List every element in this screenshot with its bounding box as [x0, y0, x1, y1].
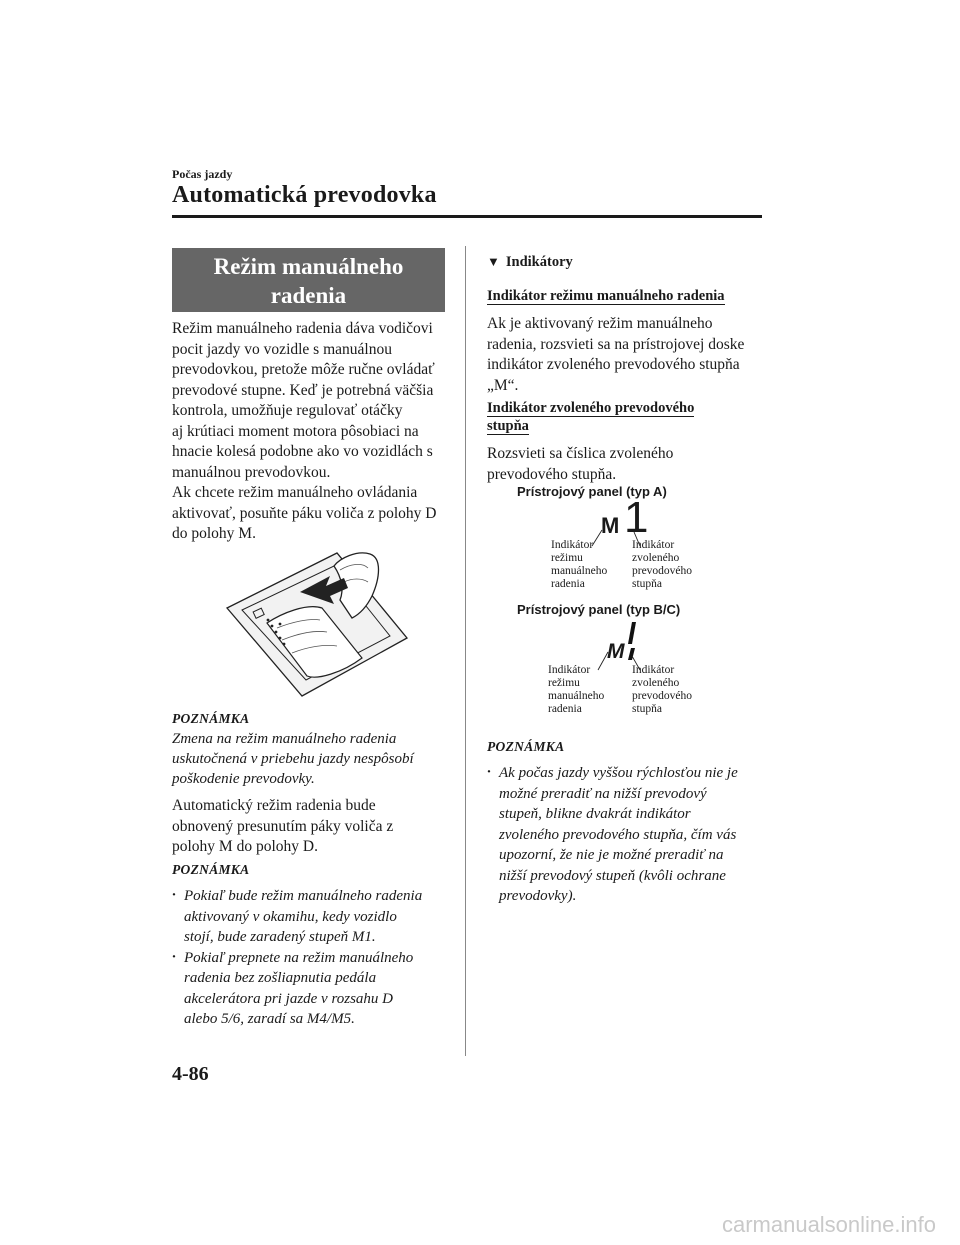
list-item-line: · Pokiaľ prepnete na režim manuálneho — [184, 949, 414, 966]
note-1-line: poškodenie prevodovky. — [172, 771, 315, 787]
figure-a-gear-digit: 1 — [624, 493, 649, 542]
figure-a-m-indicator: M — [601, 513, 620, 538]
note-3 — [487, 739, 767, 907]
figure-b-label-selected-gear — [632, 664, 692, 716]
note-1-line: Zmena na režim manuálneho radenia — [172, 731, 397, 747]
shift-lever-illustration — [222, 548, 412, 698]
figure-a-label-manual-mode — [551, 539, 607, 591]
note-3-heading: POZNÁMKA — [487, 739, 565, 754]
section-banner — [172, 248, 445, 312]
title-divider — [172, 215, 762, 218]
list-item — [487, 763, 767, 907]
selected-gear-paragraph — [487, 444, 767, 485]
note-1 — [172, 711, 462, 789]
page-title: Automatická prevodovka — [172, 182, 437, 208]
intro-line: pocit jazdy vo vozidle s manuálnou — [172, 340, 392, 358]
label-line: zvoleného — [632, 677, 680, 689]
label-line: stupňa — [632, 703, 663, 715]
label-line: Indikátor — [551, 539, 594, 551]
auto-line: Automatický režim radenia bude — [172, 797, 376, 814]
label-line: režimu — [548, 677, 580, 689]
indicators-heading-text: Indikátory — [505, 254, 573, 270]
list-item-line: upozorní, že nie je možné preradiť na — [499, 847, 724, 863]
label-line: prevodového — [632, 565, 693, 577]
label-line: zvoleného — [632, 552, 680, 564]
figure-b-m-indicator: M — [607, 640, 625, 663]
intro-line: prevodové stupne. Keď je potrebná väčšia — [172, 381, 434, 399]
banner-line-2: radenia — [270, 283, 347, 308]
intro-line: kontrola, umožňuje regulovať otáčky — [172, 402, 403, 419]
label-line: režimu — [551, 552, 583, 564]
subheading-manual-mode-text: Indikátor režimu manuálneho radenia — [487, 288, 725, 304]
label-line: stupňa — [632, 578, 663, 590]
label-line: Indikátor — [548, 664, 591, 676]
paragraph-line: indikátor zvoleného prevodového stupňa — [487, 356, 740, 373]
intro-line: Ak chcete režim manuálneho ovládania — [172, 484, 418, 501]
list-item — [172, 948, 462, 1030]
auto-mode-paragraph — [172, 796, 462, 858]
list-item-line: akcelerátora pri jazde v rozsahu D — [184, 990, 394, 1007]
note-2 — [172, 862, 462, 1030]
triangle-down-icon: ▼ — [487, 254, 500, 269]
note-1-body — [172, 729, 462, 789]
label-line: prevodového — [632, 690, 693, 702]
note-2-heading: POZNÁMKA — [172, 862, 250, 877]
figure-b-label-manual-mode — [548, 664, 604, 716]
list-item-line: · Ak počas jazdy vyššou rýchlosťou nie je — [499, 765, 738, 781]
list-item — [172, 886, 462, 948]
auto-line: polohy M do polohy D. — [172, 838, 318, 855]
label-line: manuálneho — [548, 690, 605, 702]
figure-b-caption: Prístrojový panel (typ B/C) — [517, 602, 681, 617]
note-2-list — [172, 886, 462, 1030]
intro-line: manuálnou prevodovkou. — [172, 463, 331, 481]
section-label: Počas jazdy — [172, 167, 233, 181]
list-item-line: aktivovaný v okamihu, kedy vozidlo — [184, 908, 397, 925]
label-line: radenia — [548, 703, 582, 715]
intro-line: aktivovať, posuňte páku voliča z polohy D — [172, 504, 437, 522]
paragraph-line: radenia, rozsvieti sa na prístrojovej doske — [487, 335, 745, 353]
label-line: radenia — [551, 578, 585, 590]
list-item-line: radenia bez zošliapnutia pedála — [184, 970, 377, 986]
list-item-line: nižší prevodový stupeň (kvôli ochrane — [499, 867, 726, 884]
paragraph-line: Rozsvieti sa číslica zvoleného — [487, 445, 674, 462]
note-1-line: uskutočnená v priebehu jazdy nespôsobí — [172, 751, 414, 767]
watermark: carmanualsonline.info — [721, 1212, 936, 1237]
intro-line: Režim manuálneho radenia dáva vodičovi — [172, 320, 433, 337]
subheading-manual-mode — [487, 287, 767, 305]
intro-line: aj krútiaci moment motora pôsobiaci na — [172, 422, 419, 440]
page-number: 4-86 — [172, 1063, 209, 1085]
label-line: Indikátor — [632, 539, 675, 551]
paragraph-line: Ak je aktivovaný režim manuálneho — [487, 315, 713, 332]
list-item-line: zvoleného prevodového stupňa, čím vás — [499, 826, 737, 843]
banner-line-1: Režim manuálneho — [213, 254, 404, 279]
note-1-heading: POZNÁMKA — [172, 711, 250, 726]
label-line: manuálneho — [551, 565, 608, 577]
subheading-selected-gear-line: Indikátor zvoleného prevodového — [487, 400, 695, 416]
note-3-list — [487, 763, 767, 907]
list-item-line: prevodovky). — [499, 888, 577, 904]
subheading-selected-gear-line: stupňa — [487, 418, 529, 434]
manual-mode-paragraph — [487, 314, 767, 396]
intro-line: prevodovkou, pretože môže ručne ovládať — [172, 361, 435, 378]
subheading-selected-gear — [487, 399, 767, 435]
indicators-heading — [487, 254, 767, 271]
list-item-line: alebo 5/6, zaradí sa M4/M5. — [184, 1011, 355, 1027]
intro-paragraph — [172, 319, 462, 545]
list-item-line: stojí, bude zaradený stupeň M1. — [184, 929, 376, 945]
list-item-line: · Pokiaľ bude režim manuálneho radenia — [184, 888, 423, 904]
label-line: Indikátor — [632, 664, 675, 676]
auto-line: obnovený presunutím páky voliča z — [172, 817, 394, 835]
intro-line: do polohy M. — [172, 525, 256, 542]
figure-a-label-selected-gear — [632, 539, 692, 591]
paragraph-line: prevodového stupňa. — [487, 465, 617, 483]
list-item-line: stupeň, blikne dvakrát indikátor — [499, 806, 691, 822]
figure-a-caption: Prístrojový panel (typ A) — [517, 484, 667, 499]
list-item-line: možné preradiť na nižší prevodový — [499, 785, 707, 802]
column-divider — [465, 246, 466, 1056]
intro-line: hnacie kolesá podobne ako vo vozidlách s — [172, 443, 433, 460]
paragraph-line: „M“. — [487, 376, 519, 394]
